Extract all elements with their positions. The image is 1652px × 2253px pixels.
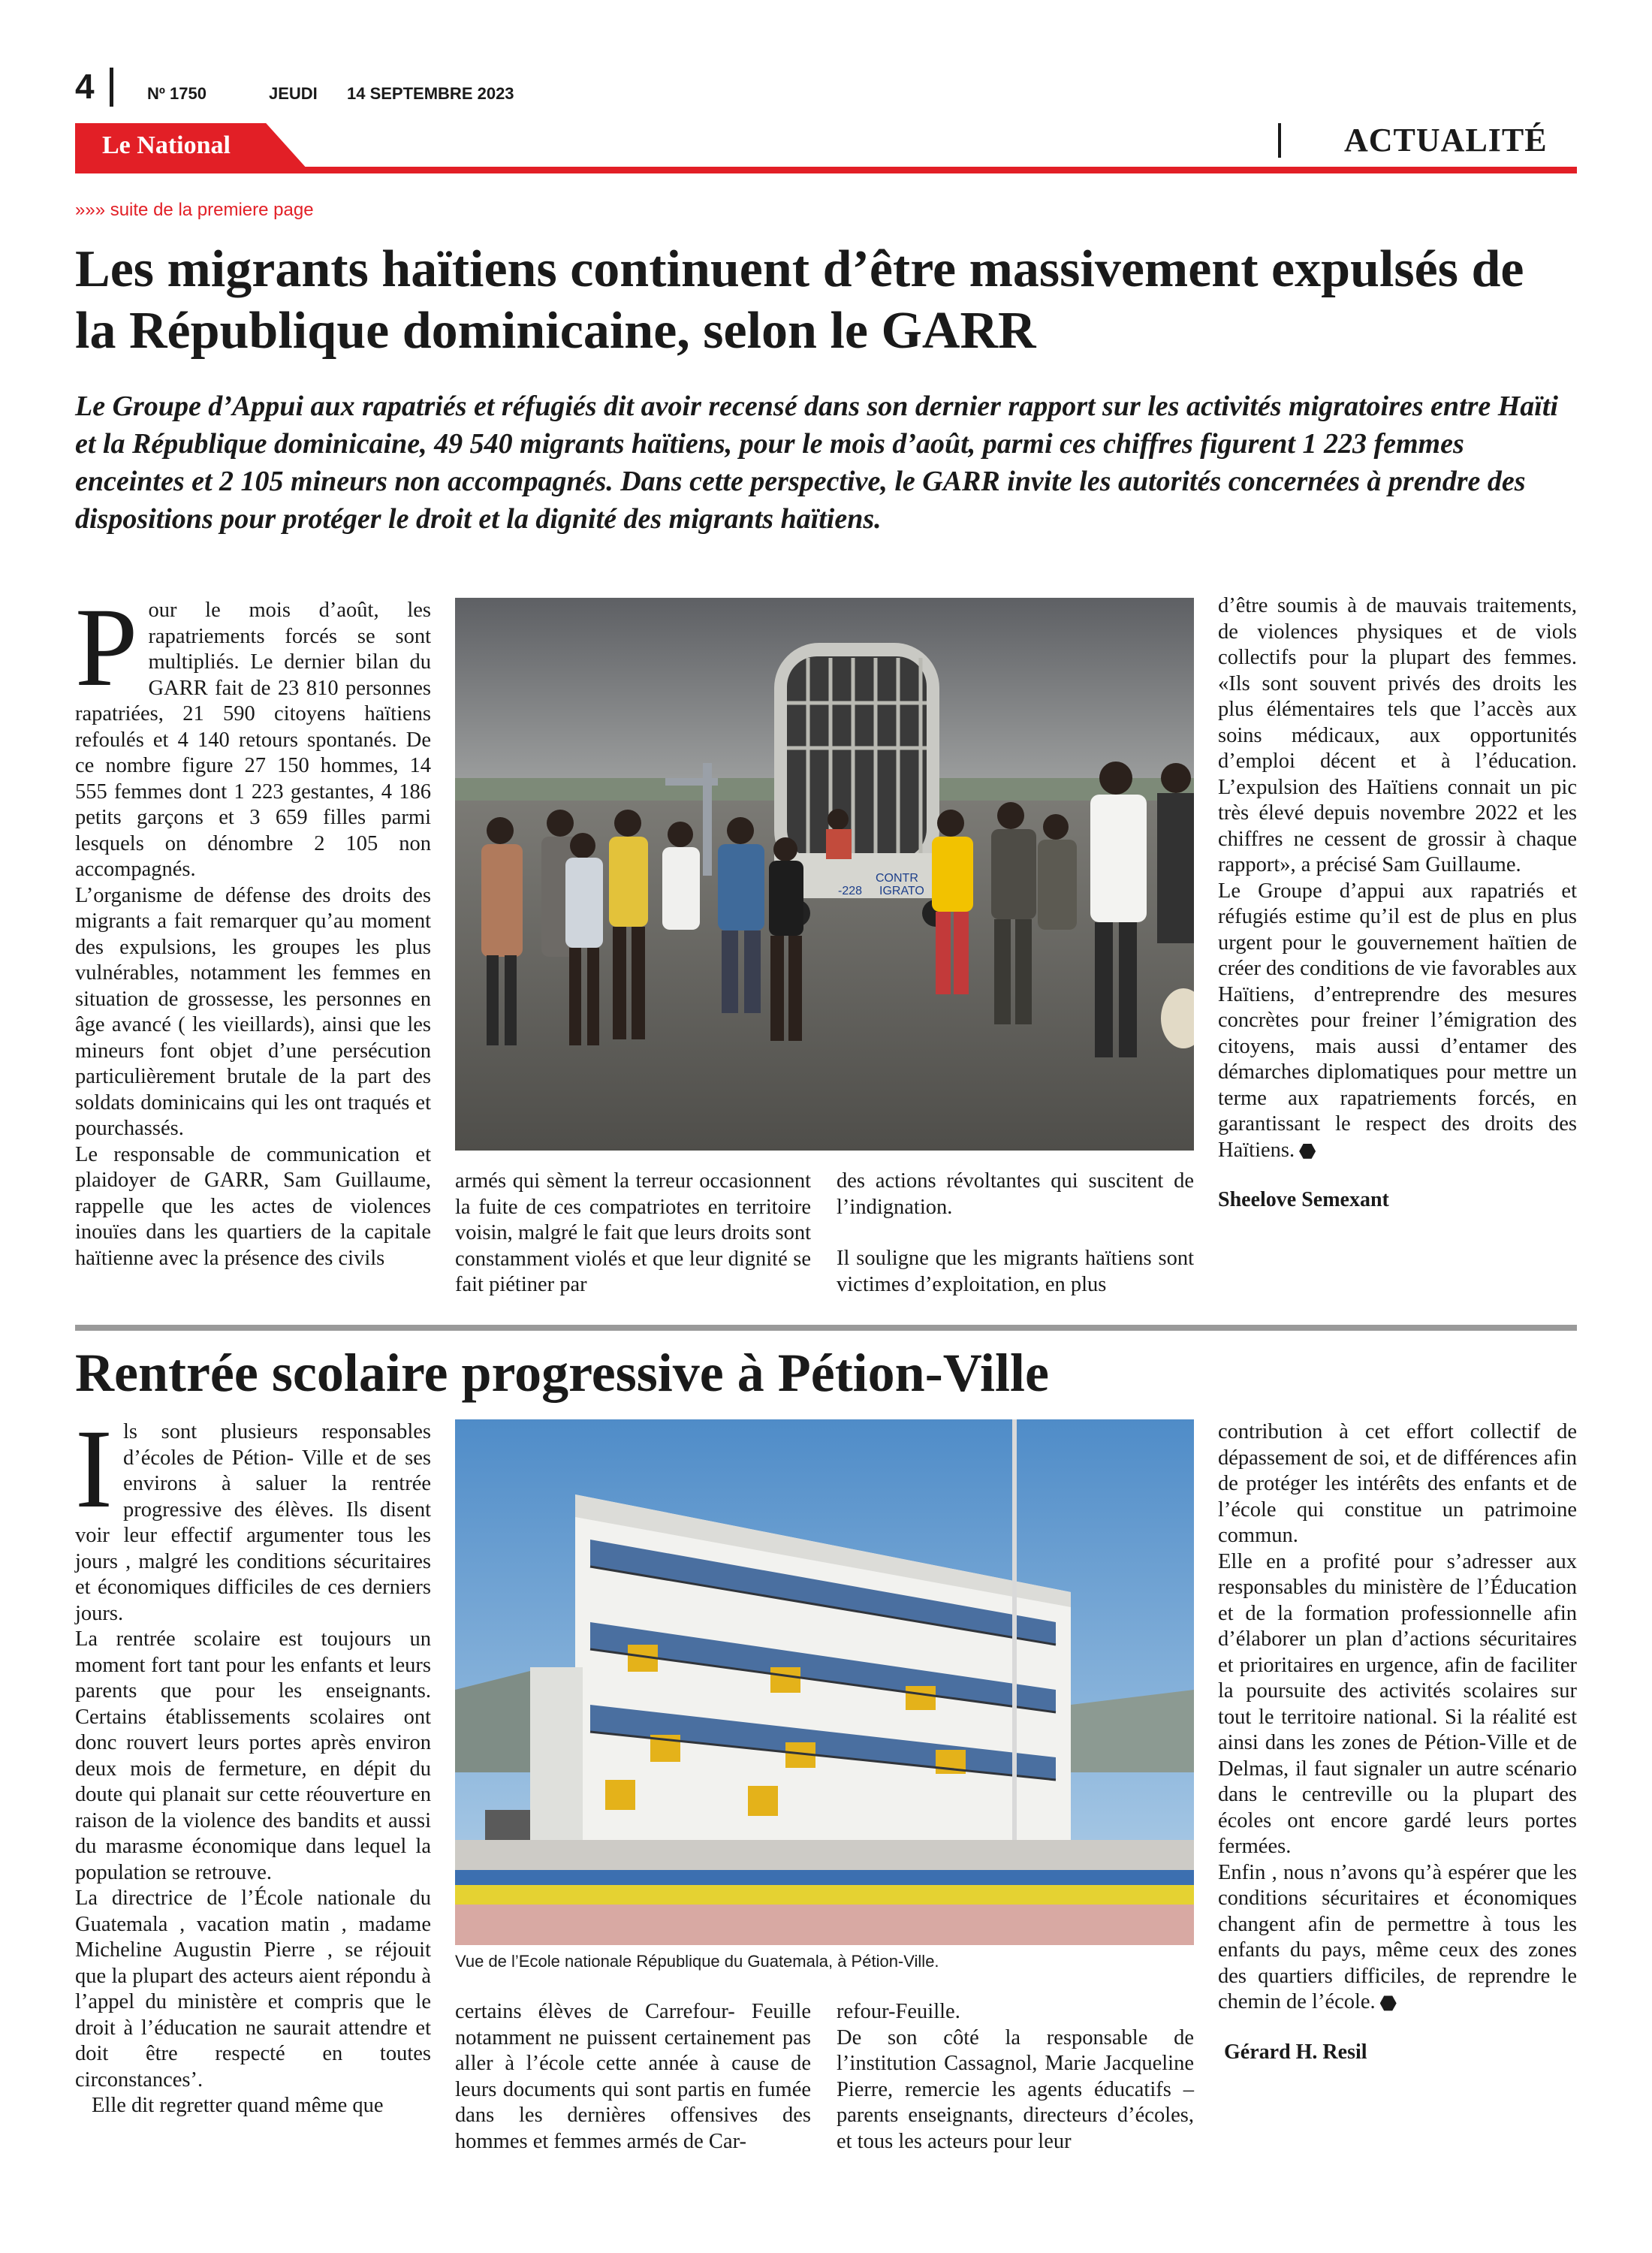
article-separator — [75, 1325, 1577, 1331]
article2-paragraph: Elle en a profité pour s’adresser aux responsables du ministère de l’Éducation et de la formation professionnelle afin d’élaborer un plan d’actions sécuritaires et prioritaires en urgence, afin de faciliter la poursuite des activités scolaires sur tout le territoire national. Si la réalité est ainsi dans les zones de Pétion-Ville et de Delmas, il faut signaler un autre scénario dans le centreville ou la plupart des écoles ont encore gardé leurs portes fermées. — [1218, 1549, 1577, 1858]
article2-column-3 — [837, 1999, 1194, 2155]
continuation-kicker: »»» suite de la premiere page — [75, 200, 314, 220]
article2-paragraph: certains élèves de Carrefour- Feuille notamment ne puissent certainement pas aller à l’école cette année à cause de leurs documents qui sont partis en fumée dans les dernières offensives des hommes et femmes armés de Car- — [455, 2000, 811, 2153]
article2-column-4 — [1218, 1419, 1577, 2065]
end-mark-icon — [1380, 1995, 1397, 2011]
header-red-rule — [75, 167, 1577, 173]
article1-column-2 — [455, 1169, 811, 1298]
article2-dropcap: I — [75, 1407, 113, 1531]
article2-paragraph: De son côté la responsable de l’institution Cassagnol, Marie Jacqueline Pierre, remercie les agents éducatifs –parents enseignants, directeurs d’écoles, et tous les acteurs pour leur — [837, 2025, 1194, 2153]
article2-paragraph: Enfin , nous n’avons qu’à espérer que les conditions sécuritaires et économiques changent afin de permettre à tous les enfants du pays, même ceux des zones des quartiers difficiles, de reprendre le chemin de l’école. — [1218, 1860, 1577, 2013]
article1-dropcap: P — [75, 585, 138, 710]
truck-label: CONTR — [876, 872, 918, 885]
article2-column-1 — [75, 1407, 431, 2119]
brand-name: Le National — [102, 131, 231, 159]
article1-column-1 — [75, 585, 431, 1271]
section-divider — [1278, 123, 1281, 158]
article1-column-4 — [1218, 593, 1577, 1213]
truck-label: -228 — [838, 885, 863, 897]
article2-paragraph: La rentrée scolaire est toujours un moment fort tant pour les enfants et leurs parents que pour les enseignants. Certains établissements scolaires ont donc rouvert leurs portes après environ deux mois de fermeture, en dépit du doute qui planait sur cette réouverture en raison de la violence des bandits et aussi du marasme économique dans lequel la population se retrouve. — [75, 1627, 431, 1884]
truck-label: IGRATO — [879, 885, 924, 897]
article1-paragraph: our le mois d’août, les rapatriements forcés se sont multipliés. Le dernier bilan du GARR fait de 23 810 personnes rapatriées, 21 590 citoyens haïtiens refoulés et 4 140 retours spontanés. De ce nombre figure 27 150 hommes, 14 555 femmes dont 1 223 gestantes, 4 186 petits garçons et 3 659 filles parmi lesquels on dénombre 2 105 non accompagnés. — [75, 599, 431, 881]
article2-paragraph: ls sont plusieurs responsables d’écoles de Pétion- Ville et de ses environs à saluer la rentrée progressive des élèves. Ils disent voir leur effectif argumenter tous les jours , malgré les conditions sécuritaires et économiques difficiles de ces derniers jours. — [75, 1420, 431, 1625]
article2-headline: Rentrée scolaire progressive à Pétion-Ville — [75, 1343, 1049, 1403]
school-building-photo — [455, 1419, 1194, 1945]
article1-paragraph: Le Groupe d’appui aux rapatriés et réfugiés estime qu’il est de plus en plus urgent pour le gouvernement haïtien de créer des conditions de vie favorables aux Haïtiens, d’entreprendre des mesures concrètes pour freiner l’émigration des citoyens, mais aussi d’entamer des démarches diplomatiques pour mettre un terme aux rapatriements forcés, en garantissant le respect des droits des Haïtiens. — [1218, 879, 1577, 1162]
end-mark-icon — [1299, 1143, 1316, 1160]
article2-column-2 — [455, 1999, 811, 2155]
article1-paragraph: Il souligne que les migrants haïtiens sont victimes d’exploitation, en plus — [837, 1247, 1194, 1296]
article1-photo — [455, 598, 1194, 1151]
article2-paragraph: Elle dit regretter quand même que — [92, 2094, 384, 2117]
article2-paragraph: La directrice de l’École nationale du Guatemala , vacation matin , madame Micheline Augustin Pierre , se réjouit que la plupart des acteurs aient répondu à l’appel du ministère et compris que le droit à l’éducation ne saurait attendre et doit être respecté en toutes circonstances’. — [75, 1887, 431, 2092]
article1-headline: Les migrants haïtiens continuent d’être massivement expulsés de la République dominicaine, selon le GARR — [75, 240, 1524, 360]
page-number-divider — [110, 68, 113, 107]
article1-paragraph: Le responsable de communication et plaidoyer de GARR, Sam Guillaume, rappelle que les actes de violences inouïes dans les quartiers de la capitale haïtienne avec la présence des civils — [75, 1142, 431, 1270]
issue-day: JEUDI — [269, 84, 318, 103]
article1-paragraph: d’être soumis à de mauvais traitements, de violences physiques et de viols collectifs pour la plupart des femmes. «Ils sont souvent privés des droits les plus élémentaires tels que l’accès aux soins médicaux, aux opportunités d’emploi décent et à l’éducation. L’expulsion des Haïtiens connait un pic très élevé depuis novembre 2022 et les chiffres ne cessent de grossir à chaque rapport», a précisé Sam Guillaume. — [1218, 594, 1577, 876]
article1-paragraph: armés qui sèment la terreur occasionnent la fuite de ces compatriotes en territoire voisin, malgré le fait que leurs droits sont constamment violés et que leur dignité se fait piétiner par — [455, 1169, 811, 1296]
article1-paragraph: des actions révoltantes qui suscitent de l’indignation. — [837, 1169, 1194, 1219]
page-number: 4 — [75, 67, 95, 106]
article2-paragraph: refour-Feuille. — [837, 2000, 960, 2023]
article1-column-3 — [837, 1169, 1194, 1298]
article1-paragraph: L’organisme de défense des droits des migrants a fait remarquer qu’au moment des expulsions, les groupes les plus vulnérables, notamment les femmes en situation de grossesse, les personnes en âge avancé ( les vieillards), ainsi que les mineurs font objet d’une persécution particulièrement brutale de la part des soldats dominicains qui les ont traqués et pourchassés. — [75, 883, 431, 1140]
article1-lead: Le Groupe d’Appui aux rapatriés et réfugiés dit avoir recensé dans son dernier rapport sur les activités migratoires entre Haïti et la République dominicaine, 49 540 migrants haïtiens, pour le mois d’août, parmi ces chiffres figurent 1 223 femmes enceintes et 2 105 mineurs non accompagnés. Dans cette perspective, le GARR invite les autorités concernées à prendre des dispositions pour protéger le droit et la dignité des migrants haïtiens. — [75, 391, 1558, 535]
article2-photo — [455, 1419, 1194, 1945]
issue-number: Nº 1750 — [147, 84, 206, 103]
article2-paragraph: contribution à cet effort collectif de dépassement de soi, et de différences afin de protéger les intérêts des enfants et de l’école qui constitue un patrimoine commun. — [1218, 1420, 1577, 1547]
deportation-truck-photo — [455, 598, 1194, 1151]
article2-photo-caption: Vue de l’Ecole nationale République du Guatemala, à Pétion-Ville. — [455, 1952, 939, 1971]
article2-byline: Gérard H. Resil — [1224, 2040, 1367, 2064]
section-title: ACTUALITÉ — [1344, 122, 1548, 158]
article1-byline: Sheelove Semexant — [1218, 1188, 1389, 1211]
issue-date: 14 SEPTEMBRE 2023 — [347, 84, 514, 103]
